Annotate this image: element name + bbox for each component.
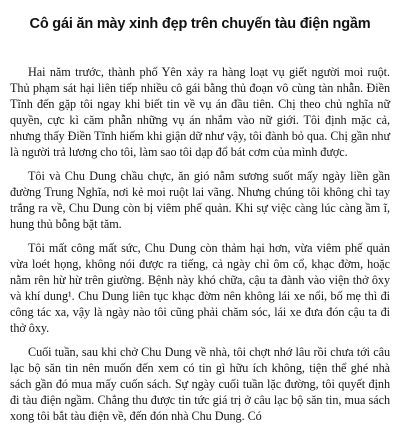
chapter-title: Cô gái ăn mày xinh đẹp trên chuyến tàu điện ngầm — [29, 16, 371, 32]
paragraph-4: Cuối tuần, sau khi chở Chu Dung về nhà, tôi chợt nhớ lâu rồi chưa tới câu lạc bộ săn tin nên muốn đến xem có tin gì hữu ích không, tiện thể ghé nhà sách gần đó mua mấy cuốn sách. Sự ngày cuối tuần lặc đường, tôi quyết định đi tàu điện ngầm. Chẳng thu được tin tức giá trị ở câu lạc bộ săn tin, mua sách xong tôi bắt tàu điện về, đến đón nhà Chu Dung. Có — [10, 345, 390, 423]
paragraph-2: Tôi và Chu Dung chầu chực, ăn gió nằm sương suốt mấy ngày liền gần đường Trung Nghĩa, nơi kẻ moi ruột lai vãng. Nhưng chúng tôi không chỉ tay trắng ra về, Chu Dung còn bị viêm phế quản. Khi sự việc càng lúc càng ầm ĩ, hung thủ bỗng bặt tăm. — [10, 169, 390, 231]
paragraph-1: Hai năm trước, thành phố Yên xảy ra hàng loạt vụ giết người moi ruột. Thủ phạm sát hại liên tiếp nhiều cô gái bằng thủ đoạn vô cùng tàn nhẫn. Điền Tĩnh đến gặp tôi ngay khi biết tin về vụ án đầu tiên. Chị theo chủ nghĩa nữ quyền, cực kì căm phẫn những vụ án nhắm vào nữ giới. Tôi định mặc cả, nhưng thấy Điền Tĩnh hiếm khi giận dữ như vậy, tôi đành bỏ qua. Chị gần như là người trả lương cho tôi, làm sao tôi dạp đổ bát cơm của mình được. — [10, 65, 390, 159]
chapter-body — [10, 64, 390, 432]
paragraph-3: Tôi mất công mất sức, Chu Dung còn thảm hại hơn, vừa viêm phế quản vừa loét họng, không nói được ra tiếng, cả ngày chỉ ôm cổ, khạc đờm, hoặc nằm rên hừ hừ trên giường. Bệnh này khó chữa, cậu ta đành vào viện thở ôxy và khí dung¹. Chu Dung liên tục khạc đờm nên không lái xe nổi, bố mẹ thì đi công tác xa, vậy là ngày nào tôi cũng phải chăm sóc, lái xe đưa đón cậu ta đi thở ôxy. — [10, 241, 390, 335]
